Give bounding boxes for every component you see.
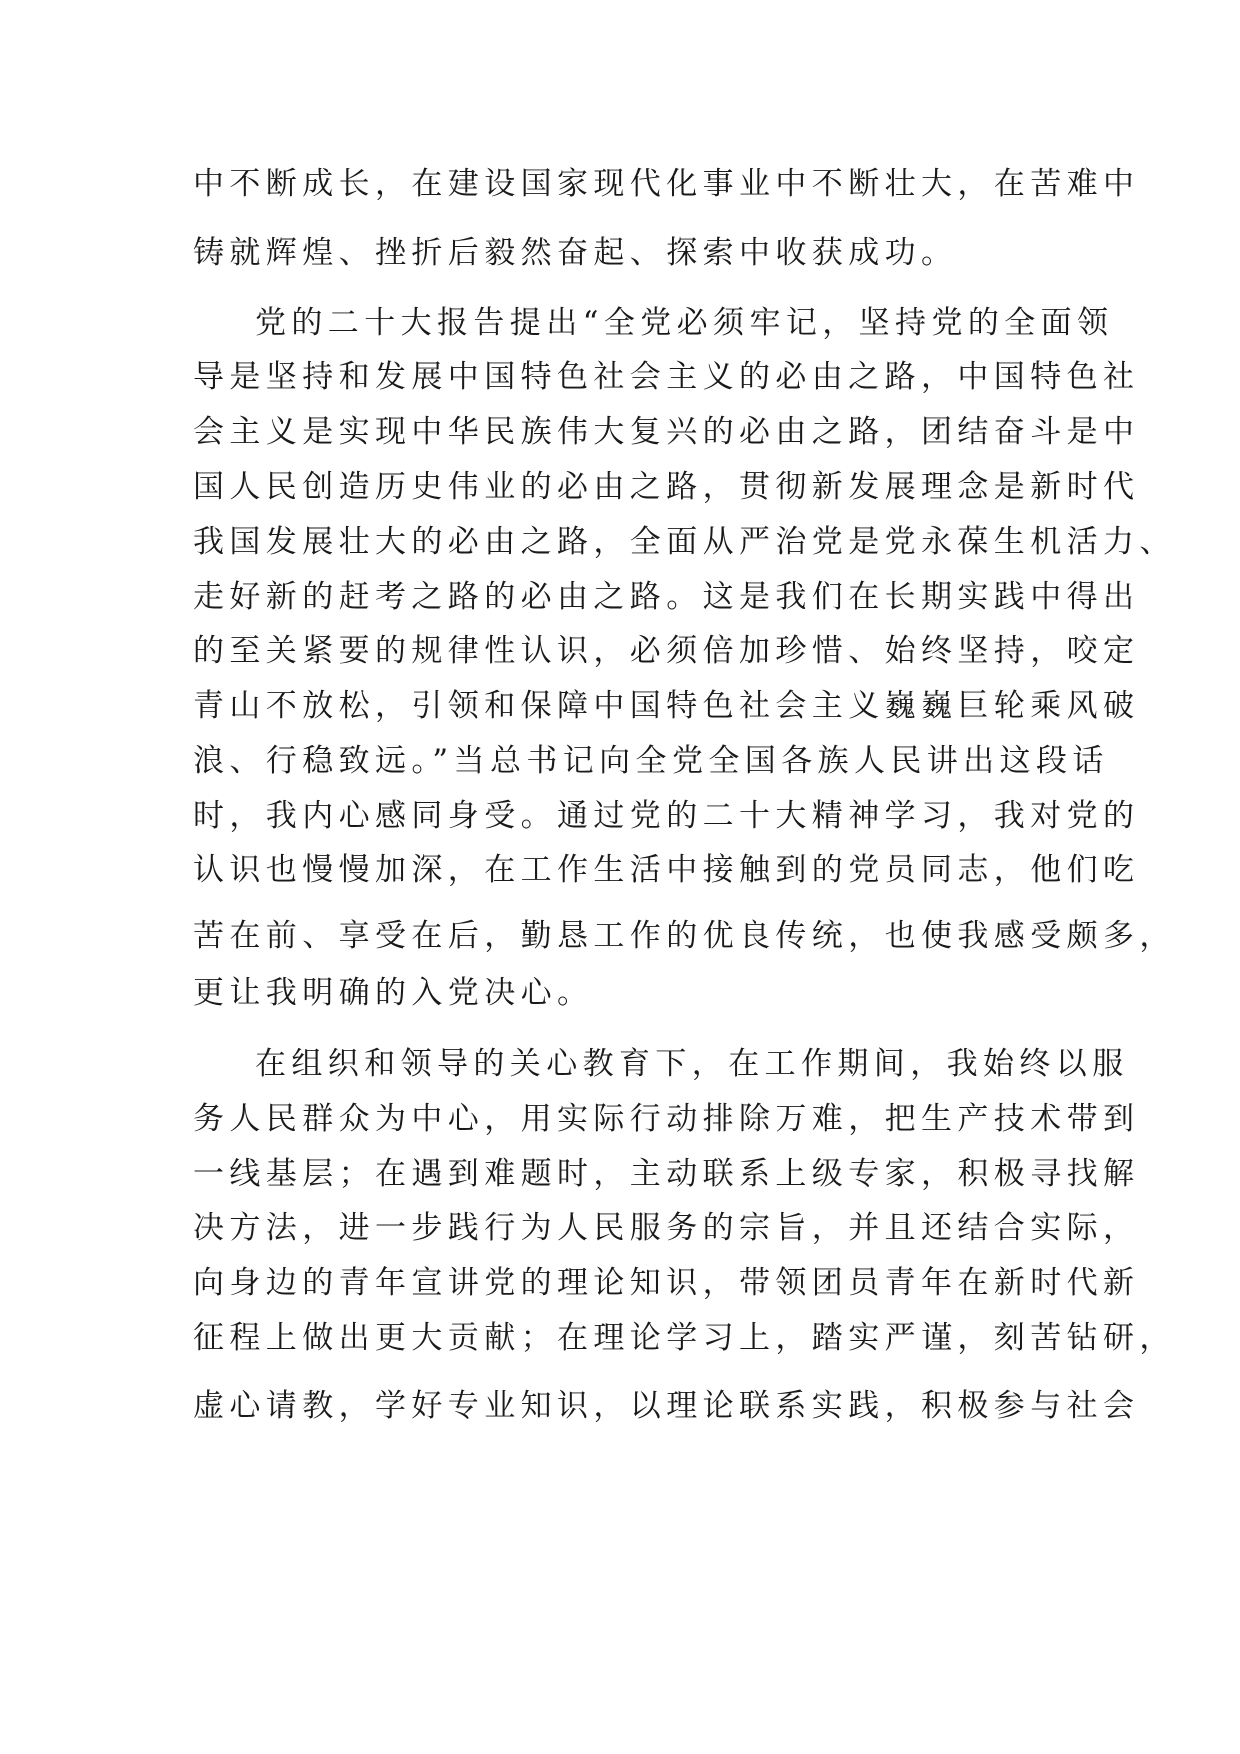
text-line: 虚心请教，学好专业知识，以理论联系实践，积极参与社会: [193, 1388, 1140, 1424]
text-line: 时，我内心感同身受。通过党的二十大精神学习，我对党的: [193, 798, 1140, 834]
paragraph-start-line: 党的二十大报告提出“全党必须牢记，坚持党的全面领: [255, 305, 1114, 341]
text-line: 铸就辉煌、挫折后毅然奋起、探索中收获成功。: [193, 235, 958, 271]
text-line: 务人民群众为中心，用实际行动排除万难，把生产技术带到: [193, 1101, 1140, 1137]
text-line: 一线基层；在遇到难题时，主动联系上级专家，积极寻找解: [193, 1156, 1140, 1192]
text-line: 走好新的赶考之路的必由之路。这是我们在长期实践中得出: [193, 579, 1140, 615]
text-line: 决方法，进一步践行为人民服务的宗旨，并且还结合实际，: [193, 1210, 1140, 1246]
text-line: 我国发展壮大的必由之路，全面从严治党是党永葆生机活力、: [193, 524, 1176, 560]
text-line: 中不断成长，在建设国家现代化事业中不断壮大，在苦难中: [193, 166, 1140, 202]
text-line: 的至关紧要的规律性认识，必须倍加珍惜、始终坚持，咬定: [193, 633, 1140, 669]
text-line: 国人民创造历史伟业的必由之路，贯彻新发展理念是新时代: [193, 469, 1140, 505]
text-line: 会主义是实现中华民族伟大复兴的必由之路，团结奋斗是中: [193, 414, 1140, 450]
text-line: 浪、行稳致远。”当总书记向全党全国各族人民讲出这段话: [193, 743, 1109, 779]
paragraph-start-line: 在组织和领导的关心教育下，在工作期间，我始终以服: [255, 1046, 1129, 1082]
text-line: 认识也慢慢加深，在工作生活中接触到的党员同志，他们吃: [193, 852, 1140, 888]
text-line: 苦在前、享受在后，勤恳工作的优良传统，也使我感受颇多，: [193, 918, 1176, 954]
text-line: 向身边的青年宣讲党的理论知识，带领团员青年在新时代新: [193, 1265, 1140, 1301]
text-line: 青山不放松，引领和保障中国特色社会主义巍巍巨轮乘风破: [193, 688, 1140, 724]
text-line: 导是坚持和发展中国特色社会主义的必由之路，中国特色社: [193, 359, 1140, 395]
text-line: 征程上做出更大贡献；在理论学习上，踏实严谨，刻苦钻研，: [193, 1320, 1176, 1356]
text-line: 更让我明确的入党决心。: [193, 975, 594, 1011]
